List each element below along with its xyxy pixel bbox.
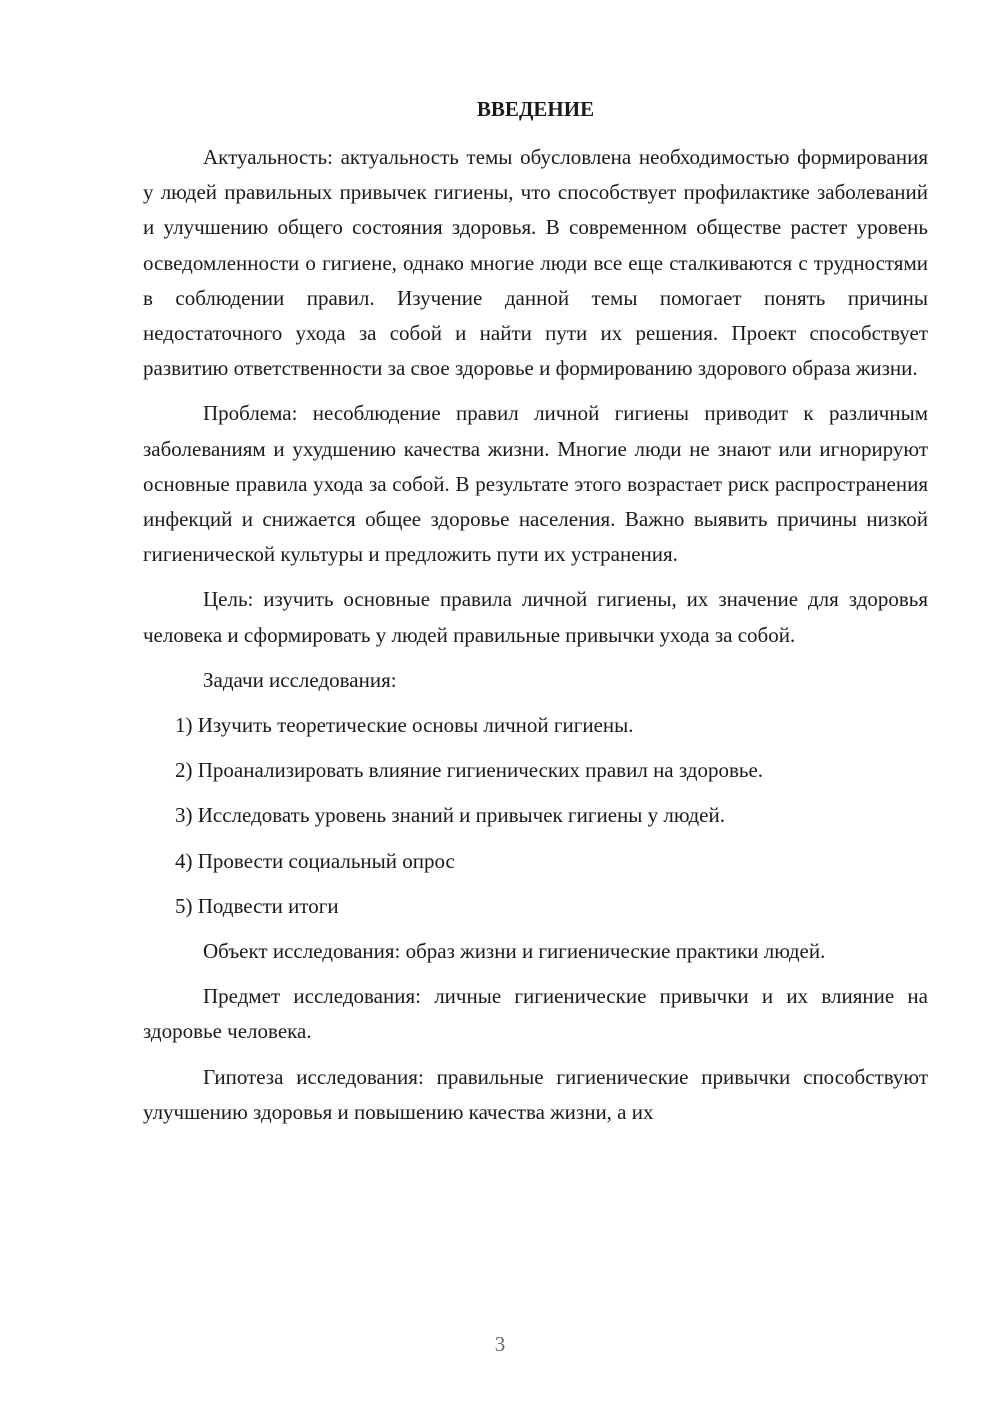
task-item: 3) Исследовать уровень знаний и привычек гигиены у людей. (175, 803, 725, 828)
task-item: 5) Подвести итоги (175, 893, 339, 918)
problem-paragraph: Проблема: несоблюдение правил личной гигиены приводит к различным заболеваниям и ухудшению качества жизни. Многие люди не знают или игнорируют основные правила ухода за собой. В результате этого возрастает риск распространения инфекций и снижается общее здоровье населения. Важно выявить причины низкой гигиенической культуры и предложить пути их устранения. (143, 401, 928, 567)
subject-paragraph: Предмет исследования: личные гигиенические привычки и их влияние на здоровье человека. (143, 984, 928, 1044)
tasks-list (143, 708, 928, 924)
hypothesis-paragraph: Гипотеза исследования: правильные гигиенические привычки способствуют улучшению здоровья и повышению качества жизни, а их (143, 1064, 928, 1124)
section-heading: ВВЕДЕНИЕ (476, 97, 595, 121)
goal-paragraph: Цель: изучить основные правила личной гигиены, их значение для здоровья человека и сформировать у людей правильные привычки ухода за собой. (143, 587, 928, 647)
task-item: 1) Изучить теоретические основы личной гигиены. (175, 713, 634, 738)
page-number: 3 (494, 1332, 506, 1356)
task-item: 2) Проанализировать влияние гигиенических правил на здоровье. (175, 758, 764, 783)
task-item: 4) Провести социальный опрос (175, 848, 455, 873)
document-page (143, 94, 928, 1140)
object-paragraph: Объект исследования: образ жизни и гигиенические практики людей. (203, 939, 826, 964)
tasks-title: Задачи исследования: (203, 667, 397, 692)
relevance-paragraph: Актуальность: актуальность темы обусловлена необходимостью формирования у людей правильных привычек гигиены, что способствует профилактике заболеваний и улучшению общего состояния здоровья. В современном обществе растет уровень осведомленности о гигиене, однако многие люди все еще сталкиваются с трудностями в соблюдении правил. Изучение данной темы помогает понять причины недостаточного ухода за собой и найти пути их решения. Проект способствует развитию ответственности за свое здоровье и формированию здорового образа жизни. (143, 145, 928, 381)
